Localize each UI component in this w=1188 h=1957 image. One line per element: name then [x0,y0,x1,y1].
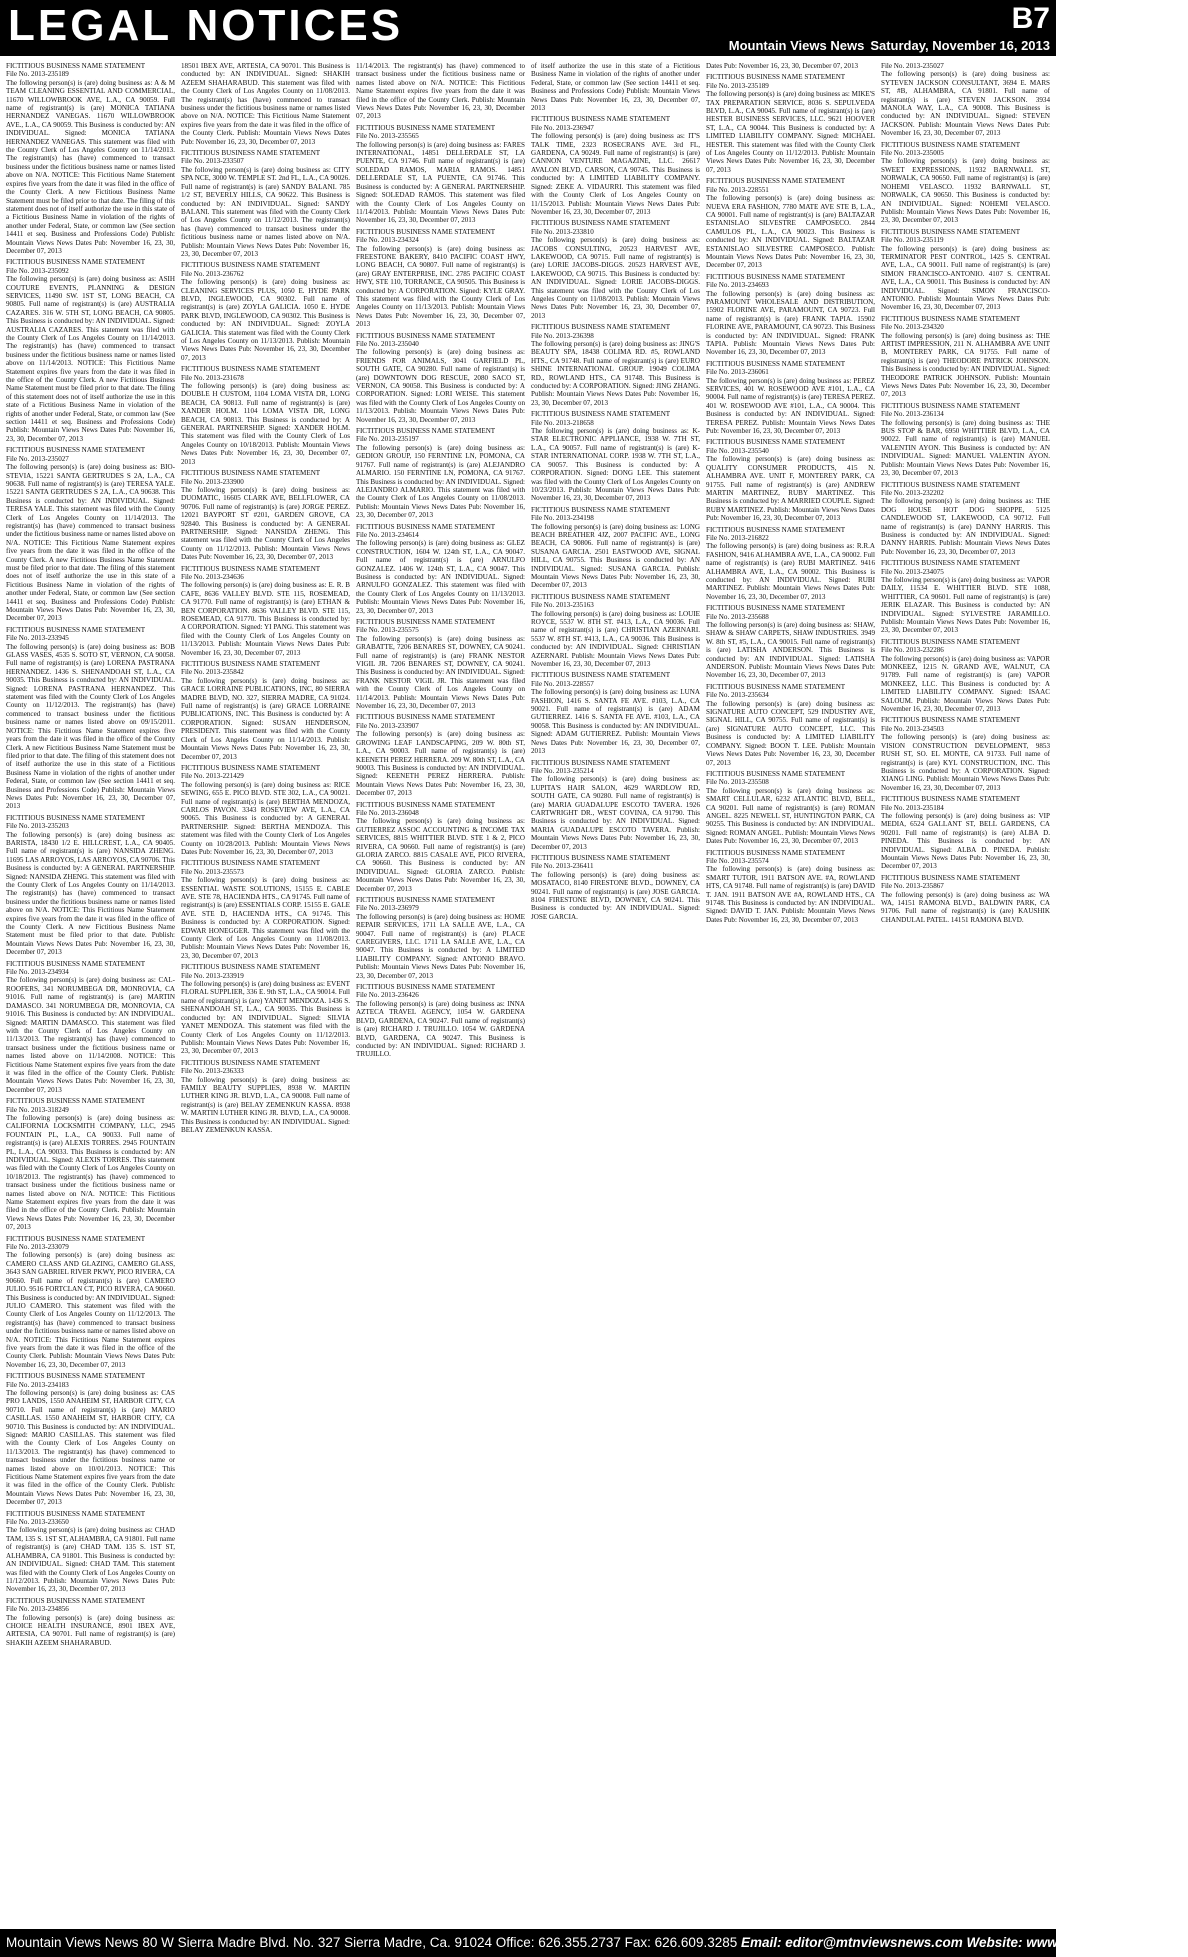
notice-body: The following person(s) is (are) doing business as: SYTEVEN JACKSON CONSULTANT, 3694 E. MARS ST, #B, ALHAMBRA, CA 91801. Full name of registrant(s) is (are) STEVEN JACKSON. 3934 MANOLA WAY, L.A., CA 90008. This Business is conducted by: AN INDIVIDUAL. Signed: STEVEN JACKSON. Publish: Mountain Views News Dates Pub: November 16, 23, 30, December 07, 2013 [881,70,1050,138]
notice-heading: FICTITIOUS BUSINESS NAME STATEMENT [706,682,846,691]
notice-body: The following person(s) is (are) doing business as: SMART CELLULAR, 6232 ATLANTIC BLVD, BELL, CA 90201. Full name of registrant(s) is (are) ROMAN ANGEL. 8225 NEWELL ST, HUNTINGTON PARK, CA 90255. This Business is conducted by: AN INDIVIDUAL. Signed: ROMAN ANGEL. Publish: Mountain Views News Dates Pub: November 16, 23, 30, December 07, 2013 [706,786,875,846]
legal-notice [881,315,1050,399]
notice-column [181,62,350,1922]
notice-heading: FICTITIOUS BUSINESS NAME STATEMENT [531,323,671,332]
legal-notice [6,960,175,1095]
legal-notice [706,73,875,174]
legal-notice [531,506,700,590]
notice-file-number: File No. 2013-234636 [181,572,244,581]
notice-heading: FICTITIOUS BUSINESS NAME STATEMENT [531,505,671,514]
notice-body: The following person(s) is (are) doing business as: SWEET EXPRESSIONS, 11932 BARNWALL ST, NORWALK, CA 90650. Full name of registrant(s) is (are) NOHEMI VELASCO. 11932 BARNWALL ST, NORWALK, CA 90650. This Business is conducted by: AN INDIVIDUAL. Signed: NOHEMI VELASCO. Publish: Mountain Views News Dates Pub: November 16, 23, 30, December 07, 2013 [881,157,1050,225]
notice-file-number: File No. 2013-232286 [881,646,944,655]
notice-heading: FICTITIOUS BUSINESS NAME STATEMENT [6,1097,146,1106]
footer-fax: Fax: 626.609.3285 [624,1935,738,1950]
notice-body: The following person(s) is (are) doing business as: PARAMOUNT WHOLESALE AND DISTRIBUTION, 15902 FLORINE AVE, PARAMOUNT, CA 90723. Full name of registrant(s) is (are) FRANK TAPIA. 15902 FLORINE AVE, PARAMOUNT, CA 90723. This Business is conducted by: AN INDIVIDUAL. Signed: FRANK TAPIA. Publish: Mountain Views News Dates Pub: November 16, 23, 30, December 07, 2013 [706,289,875,357]
notice-body: The following person(s) is (are) doing business as: INNA AZTECA TRAVEL AGENCY, 1054 W. GARDENA BLVD, GARDENA, CA 90247. Full name of registrant(s) is (are) RICHARD J. TRUJILLO. 1054 W. GARDENA BLVD, GARDENA, CA 90247. This Business is conducted by: AN INDIVIDUAL. Signed: RICHARD J. TRUJILLO. [356,999,525,1059]
legal-notice [181,469,350,561]
legal-notice [531,62,700,112]
notice-file-number: File No. 2013-234693 [706,281,769,290]
notice-body: The following person(s) is (are) doing business as: CLEANING SERVICES PLUS, 1050 E. HYDE PARK BLVD, INGLEWOOD, CA 90302. Full name of registrant(s) is (are) ZOYLA GALICIA. 1050 E. HYDE PARK BLVD, INGLEWOOD, CA 90302. This Business is conducted by: AN INDIVIDUAL. Signed: ZOYLA GALICIA. This statement was filed with the County Clerk of Los Angeles County on 11/13/2013. Publish: Mountain Views News Dates Pub: November 16, 23, 30, December 07, 2013 [181,278,350,362]
notice-heading: FICTITIOUS BUSINESS NAME STATEMENT [6,1596,146,1605]
notice-file-number: File No. 2013-233810 [531,227,594,236]
notice-file-number: File No. 2013-233507 [181,157,244,166]
legal-notice [181,1059,350,1135]
notice-heading: FICTITIOUS BUSINESS NAME STATEMENT [881,795,1021,804]
notice-file-number: File No. 2013-318249 [6,1105,69,1114]
legal-notice [6,258,175,443]
page-footer [0,1929,1188,1957]
legal-notice [181,261,350,362]
notice-heading: FICTITIOUS BUSINESS NAME STATEMENT [356,896,496,904]
notice-file-number: File No. 2013-233945 [6,634,69,643]
legal-notice [706,604,875,680]
notice-body: The following person(s) is (are) doing business as: VIP MEDIA, 6524 GALLANT ST, BELL GARDENS, CA 90201. Full name of registrant(s) is (are) ALBA D. PINEDA. This Business is conducted by: AN INDIVIDUAL. Signed: ALBA D. PINEDA. Publish: Mountain Views News Dates Pub: November 16, 23, 30, December 07, 2013 [881,811,1050,871]
notice-heading: FICTITIOUS BUSINESS NAME STATEMENT [6,625,146,634]
notice-file-number: File No. 2013-235573 [181,867,244,876]
notice-file-number: File No. 2013-232202 [881,488,944,497]
legal-notice [531,671,700,755]
legal-notice [181,764,350,856]
notice-body: The following person(s) is (are) doing business as: DUOMATIC, 16605 CLARK AVE, BELLFLOWER, CA 90706. Full name of registrant(s) is (are) JORGE PEREZ. 12021 BAYPORT ST #201, GARDEN GROVE, CA 92840. This Business is conducted by: A GENERAL PARTNERSHIP. Signed: NANSIDA ZHENG. This statement was filed with the County Clerk of Los Angeles County on 11/12/2013. Publish: Mountain Views News Dates Pub: November 16, 23, 30, December 07, 2013 [181,485,350,562]
notice-body: The following person(s) is (are) doing business as: MIKE'S TAX PREPARATION SERVICE, 8036 S. SEPULVEDA BLVD, L.A., CA 90045. Full name of registrant(s) is (are) HESTER BUSINESS SERVICES, LLC. 9621 HOOVER ST, L.A., CA 90044. This Business is conducted by: A LIMITED LIABILITY COMPANY. Signed: MICHAEL HESTER. This statement was filed with the County Clerk of Los Angeles County on 11/12/2013. Publish: Mountain Views News Dates Pub: November 16, 23, 30, December 07, 2013 [706,90,875,174]
notice-heading: FICTITIOUS BUSINESS NAME STATEMENT [6,1234,146,1243]
legal-notice [881,481,1050,557]
notice-heading: FICTITIOUS BUSINESS NAME STATEMENT [881,401,1021,410]
notice-file-number: File No. 2013-231678 [181,373,244,382]
legal-notice [706,438,875,522]
notice-file-number: File No. 2013-234075 [881,567,944,576]
masthead-date: Saturday, November 16, 2013 [870,38,1050,53]
notice-file-number: File No. 2013-236333 [181,1067,244,1076]
notice-heading: FICTITIOUS BUSINESS NAME STATEMENT [881,873,1021,882]
notice-heading: FICTITIOUS BUSINESS NAME STATEMENT [181,469,321,478]
notice-heading: FICTITIOUS BUSINESS NAME STATEMENT [706,769,846,778]
legal-notice [181,963,350,1055]
notice-body: The following person(s) is (are) doing business as: RICE SEWING, 655 E. PICO BLVD. STE 302, L.A., CA 90021. Full name of registrant(s) is (are) BERTHA MENDOZA, CARLOS PAVON. 3343 ROSEVIEW AVE, L.A., CA 90065. This Business is conducted by: A GENERAL PARTNERSHIP. Signed: BERTHA MENDOZA. This statement was filed with the County Clerk of Los Angeles County on 10/28/2013. Publish: Mountain Views News Dates Pub: November 16, 23, 30, December 07, 2013 [181,780,350,856]
notice-body: The following person(s) is (are) doing business as: FRIENDS FOR ANIMALS, 3041 GARFIELD PL, SOUTH GATE, CA 90280. Full name of registrant(s) is (are) DOWNTOWN DOG RESCUE, 2080 SACO ST, VERNON, CA 90058. This Business is conducted by: A CORPORATION. Signed: LORI WEISE. This statement was filed with the County Clerk of Los Angeles County on 11/13/2013. Publish: Mountain Views News Dates Pub: November 16, 23, 30, December 07, 2013 [356,348,525,424]
legal-notice [356,523,525,615]
notice-body: of itself authorize the use in this state of a Fictitious Business Name in violation of the rights of another under Federal, State, or common law (See section 14411 et seq. Business and Professions Code) Publish: Mountain Views News Dates Pub: November 16, 23, 30, December 07, 2013 [531,62,700,113]
legal-notice [356,228,525,329]
notice-heading: FICTITIOUS BUSINESS NAME STATEMENT [531,592,671,601]
legal-notice [881,795,1050,871]
notice-heading: FICTITIOUS BUSINESS NAME STATEMENT [706,848,846,857]
notice-heading: FICTITIOUS BUSINESS NAME STATEMENT [6,1372,146,1381]
notice-file-number: File No. 2013-233650 [6,1518,69,1527]
legal-notice [531,115,700,216]
legal-notice [6,446,175,623]
notice-file-number: File No. 2013-233079 [6,1243,69,1252]
notice-body: The following person(s) is (are) doing business as: QUALITY CONSUMER PRODUCTS, 415 N. ALHAMBRA AVE. UNIT F, MONTEREY PARK, CA 91755. Full name of registrant(s) is (are) ANDREW MARTIN MARTINEZ, RUBY MARTINEZ. This Business is conducted by: A MARRIED COUPLE. Signed: RUBY MARTINEZ. Publish: Mountain Views News Dates Pub: November 16, 23, 30, December 07, 2013 [706,455,875,523]
notice-body: The following person(s) is (are) doing business as: SMART TUTOR, 1911 BATSON AVE. #A, ROWLAND HTS, CA 91748. Full name of registrant(s) is (are) DAVID T. JAN. 1911 BATSON AVE #A, ROWLAND HTS., CA 91748. This Business is conducted by: AN INDIVIDUAL. Signed: DAVID T. JAN. Publish: Mountain Views News Dates Pub: November 16, 23, 30, December 07, 2013 [706,865,875,924]
notice-body: The following person(s) is (are) doing business as: ESSENTIAL WASTE SOLUTIONS, 15155 E. CABLE AVE. STE 78, HACIENDA HTS., CA 91745. Full name of registrant(s) is (are) ESSENTIALS CORP. 15155 E. GALE AVE. STE D, HACIENDA HTS., CA 91745. This Business is conducted by: A CORPORATION. Signed: EDWAR HONEGGER. This statement was filed with the County Clerk of Los Angeles County on 11/08/2013. Publish: Mountain Views News Dates Pub: November 16, 23, 30, December 07, 2013 [181,876,350,960]
notice-heading: FICTITIOUS BUSINESS NAME STATEMENT [356,123,496,132]
masthead-publication: Mountain Views News [728,38,865,53]
notice-heading: FICTITIOUS BUSINESS NAME STATEMENT [6,959,146,968]
legal-notice [881,141,1050,225]
legal-notice [181,149,350,258]
notice-heading: FICTITIOUS BUSINESS NAME STATEMENT [6,258,146,267]
notice-body: The following person(s) is (are) doing business as: TERMINATOR PEST CONTROL, 1425 S. CENTRAL AVE, L.A., CA 90011. Full name of registrant(s) is (are) SIMON FRANCISCO-ANTONIO. 4107 S. CENTRAL AVE, L.A., CA 90011. This Business is conducted by: AN INDIVIDUAL. Signed: SIMON FRANCISCO-ANTONIO. Publish: Mountain Views News Dates Pub: November 16, 23, 30, December 07, 2013 [881,244,1050,312]
notice-body: The following person(s) is (are) doing business as: ASIH COUTURE EVENTS, PLANNING & DESIGN SERVICES, 11490 SW. 1ST ST, LONG BEACH, CA 90805. Full name of registrant(s) is (are) AUSTRALIA CAZARES. 316 W. 5TH ST, LONG BEACH, CA 90805. This Business is conducted by: AN INDIVIDUAL. Signed: AUSTRALIA CAZARES. This statement was filed with the County Clerk of Los Angeles County on 11/14/2013. The registrant(s) has (have) commenced to transact business under the fictitious business name or names listed above on 11/14/2013. NOTICE: This Fictitious Name Statement expires five years from the date it was filed in the office of the County Clerk. A new Fictitious Business Name Statement must be filed prior to that date. The filing of this statement does not of itself authorize the use in this state of a Fictitious Business Name in violation of the rights of another under Federal, State, or common law (See section 14411 et seq. Business and Professions Code) Publish: Mountain Views News Dates Pub: November 16, 23, 30, December 07, 2013 [6,275,175,443]
notice-heading: FICTITIOUS BUSINESS NAME STATEMENT [531,671,671,680]
legal-notice [531,759,700,851]
legal-notice [881,62,1050,138]
notice-file-number: File No. 2013-235027 [881,62,944,70]
legal-notice [706,849,875,925]
notice-file-number: File No. 2013-235197 [356,435,419,444]
legal-notice [6,1097,175,1232]
notice-body: The following person(s) is (are) doing business as: GROWING LEAF LANDSCAPING, 209 W. 80th ST, L.A., CA 90003. Full name of registrant(s) is (are) KEENETH PEREZ HERRERA. 209 W. 80th ST, L.A., CA 90003. This Business is conducted by: AN INDIVIDUAL. Signed: KEENETH PEREZ HERRERA. Publish: Mountain Views News Dates Pub: November 16, 23, 30, December 07, 2013 [356,730,525,798]
notice-heading: FICTITIOUS BUSINESS NAME STATEMENT [181,763,321,772]
notice-body: The following person(s) is (are) doing business as: MOSATACO, 8140 FIRESTONE BLVD., DOWNEY, CA 90241. Full name of registrant(s) is (are) JOSE GARCIA. 8104 FIRESTONE BLVD, DOWNEY, CA 90241. This Business is conducted by: AN INDIVIDUAL. Signed: JOSE GARCIA. [531,870,700,921]
notice-file-number: File No. 2013-235575 [356,626,419,635]
notice-file-number: File No. 2013-216822 [706,533,769,542]
notice-file-number: File No. 2013-233907 [356,721,419,730]
notice-body: The following person(s) is (are) doing business as: DOUBLE H CUSTOM, 1104 LOMA VISTA DR, LONG BEACH, CA 90813. Full name of registrant(s) is (are) XANDER HOLM. 1104 LOMA VISTA DR, LONG BEACH, CA 90813. This Business is conducted by: A GENERAL PARTNERSHIP. Signed: XANDER HOLM. This statement was filed with the County Clerk of Los Angeles County on 10/18/2013. Publish: Mountain Views News Dates Pub: November 16, 23, 30, December 07, 2013 [181,382,350,466]
legal-notice [706,62,875,70]
notice-heading: FICTITIOUS BUSINESS NAME STATEMENT [706,177,846,186]
notice-body: The following person(s) is (are) doing business as: BARISTA, 18430 1/2 E. HILLCREST, L.A., CA 90405. Full name of registrant(s) is (are) NANSIDA ZHENG. 11695 LAS ARROYOS, LAS ARROYOS, CA 90706. This Business is conducted by: A GENERAL PARTNERSHIP. Signed: NANSIDA ZHENG. This statement was filed with the County Clerk of Los Angeles County on 11/14/2013. The registrant(s) has (have) commenced to transact business under the fictitious business name or names listed above on N/A. NOTICE: This Fictitious Name Statement expires five years from the date it was filed in the office of the County Clerk. A new Fictitious Business Name Statement must be filed prior to that date. Publish: Mountain Views News Dates Pub: November 16, 23, 30, December 07, 2013 [6,830,175,957]
notice-body: The following person(s) is (are) doing business as: CALIFORNIA LOCKSMITH COMPANY, LLC, 2945 FOUNTAIN PL, L.A., CA 90033. Full name of registrant(s) is (are) ALEXIS TORRES. 2945 FOUNTAIN PL, L.A., CA 90033. This Business is conducted by: AN INDIVIDUAL. Signed: ALEXIS TORRES. This statement was filed with the County Clerk of Los Angeles County on 10/18/2013. The registrant(s) has (have) commenced to transact business under the fictitious business name or names listed above on N/A. NOTICE: This Fictitious Name Statement expires five years from the date it was filed in the office of the County Clerk. Publish: Mountain Views News Dates Pub: November 16, 23, 30, December 07, 2013 [6,1113,175,1232]
legal-notice [706,273,875,357]
notice-body: The following person(s) is (are) doing business as: IT'S TALK TIME, 2323 ROSECRANS AVE. 3rd FL, GARDENA, CA 90249. Full name of registrant(s) is (are) CANNON VENTURE MAGAZINE, LLC. 26617 AVALON BLVD, CARSON, CA 90745. This Business is conducted by: A LIMITED LIABILITY COMPANY. Signed: ZEKE A. VIDAURRI. This statement was filed with the County Clerk of Los Angeles County on 11/15/2013. Publish: Mountain Views News Dates Pub: November 16, 23, 30, December 07, 2013 [531,132,700,216]
legal-notice [356,896,525,980]
legal-notice [881,638,1050,714]
page-header [0,0,1056,56]
notice-heading: FICTITIOUS BUSINESS NAME STATEMENT [881,559,1021,568]
notice-heading: FICTITIOUS BUSINESS NAME STATEMENT [6,813,146,822]
notice-body: The following person(s) is (are) doing business as: JACOBS CONSULTING, 20523 HARVEST AVE, LAKEWOOD, CA 90715. Full name of registrant(s) is (are) LORIE JACOBS-DIGGS. 20523 HARVEST AVE, LAKEWOOD, CA 90715. This Business is conducted by: AN INDIVIDUAL. Signed: LORIE JACOBS-DIGGS. This statement was filed with the County Clerk of Los Angeles County on 11/08/2013. Publish: Mountain Views News Dates Pub: November 16, 23, 30, December 07, 2013 [531,236,700,320]
notice-body: The following person(s) is (are) doing business as: E. R. B CAFE, 8636 VALLEY BLVD. STE 115, ROSEMEAD, CA 91770. Full name of registrant(s) is (are) ETHAN & BEN CORPORATION. 8636 VALLEY BLVD. STE 115, ROSEMEAD, CA 91770. This Business is conducted by: A CORPORATION. Signed: YI PANG. This statement was filed with the County Clerk of Los Angeles County on 11/13/2013. Publish: Mountain Views News Dates Pub: November 16, 23, 30, December 07, 2013 [181,581,350,657]
notice-body: The following person(s) is (are) doing business as: CAS PRO LANDS, 1550 ANAHEIM ST, HARBOR CITY, CA 90710. Full name of registrant(s) is (are) MARIO CASILLAS. 1550 ANAHEIM ST, HARBOR CITY, CA 90710. This Business is conducted by: AN INDIVIDUAL. Signed: MARIO CASILLAS. This statement was filed with the County Clerk of Los Angeles County on 11/13/2013. The registrant(s) has (have) commenced to transact business under the fictitious business name or names listed above on 10/01/2013. NOTICE: This Fictitious Name Statement expires five years from the date it was filed in the office of the County Clerk. Publish: Mountain Views News Dates Pub: November 16, 23, 30, December 07, 2013 [6,1388,175,1507]
notice-heading: FICTITIOUS BUSINESS NAME STATEMENT [6,446,146,455]
notice-file-number: File No. 2013-236061 [706,368,769,377]
legal-notice [881,559,1050,635]
legal-notice [356,62,525,121]
legal-notice [356,332,525,424]
footer-address: 80 W Sierra Madre Blvd. No. 327 Sierra Madre, Ca. 91024 [142,1935,492,1950]
legal-notice [6,1235,175,1370]
notice-body: The following person(s) is (are) doing business as: FREESTONE BAKERY, 8410 PACIFIC COAST HWY, LONG BEACH, CA 90807. Full name of registrant(s) is (are) GRAY ENTERPRISE, INC. 2785 PACIFIC COAST HWY, STE 110, TORRANCE, CA 90505. This Business is conducted by: A CORPORATION. Signed: KYLE GRAY. This statement was filed with the County Clerk of Los Angeles County on 11/13/2013. Publish: Mountain Views News Dates Pub: November 16, 23, 30, December 07, 2013 [356,244,525,329]
footer-website[interactable]: Website: www.mtnviewsnews.com [966,1935,1188,1950]
notice-heading: FICTITIOUS BUSINESS NAME STATEMENT [181,149,321,158]
legal-notice [181,62,350,146]
notice-heading: FICTITIOUS BUSINESS NAME STATEMENT [356,522,496,531]
notice-file-number: File No. 2013-235040 [356,340,419,348]
notice-heading: FICTITIOUS BUSINESS NAME STATEMENT [531,758,671,767]
notice-body: The following person(s) is (are) doing business as: SHAW, SHAW & SHAW CARPETS, SHAW INDUSTRIES. 3949 W. 8th ST, #5, L.A., CA 90015. Full name of registrant(s) is (are) LATISHA ANDERSON. This Business is conducted by: AN INDIVIDUAL. Signed: LATISHA ANDERSON. Publish: Mountain Views News Dates Pub: November 16, 23, 30, December 07, 2013 [706,621,875,680]
notice-body: The following person(s) is (are) doing business as: WA WA, 14151 RAMONA BLVD., BALDWIN PARK, CA 91706. Full name of registrant(s) is (are) KAUSHIK CHANDULAL PATEL. 14151 RAMONA BLVD. [881,890,1050,924]
notice-heading: FICTITIOUS BUSINESS NAME STATEMENT [356,800,496,809]
notice-body: The following person(s) is (are) doing business as: VISION CONSTRUCTION DEVELOPMENT, 9853 RUSH ST, SO. EL MONTE, CA 91733. Full name of registrant(s) is (are) KYL CONSTRUCTION, INC. This Business is conducted by: A CORPORATION. Signed: XIANG LING. Publish: Mountain Views News Dates Pub: November 16, 23, 30, December 07, 2013 [881,733,1050,792]
notice-heading: FICTITIOUS BUSINESS NAME STATEMENT [6,62,146,70]
legal-notice [356,618,525,710]
notice-file-number: File No. 2013-234324 [356,236,419,245]
legal-notice [356,427,525,519]
notice-body: The following person(s) is (are) doing business as: LUPITA'S HAIR SALON, 4629 WARDLOW RD, SOUTH GATE, CA 90280. Full name of registrant(s) is (are) MARIA GUADALUPE ESCOTO TAVERA. 1926 CARTWRIGHT DR., WEST COVINA, CA 91790. This Business is conducted by: AN INDIVIDUAL. Signed: MARIA GUADALUPE ESCOTO TAVERA. Publish: Mountain Views News Dates Pub: November 16, 23, 30, December 07, 2013 [531,775,700,851]
notice-heading: FICTITIOUS BUSINESS NAME STATEMENT [181,261,321,270]
notice-file-number: File No. 2013-235203 [6,822,69,831]
legal-notice [531,593,700,669]
notice-body: The following person(s) is (are) doing business as: BOB GLASS VASES, 4535 S. SOTO ST, VERNON, CA 90058. Full name of registrant(s) is (are) LORENA PASTRANA HERNANDEZ. 1436 S. SHENANDOAH ST, L.A., CA 90035. This Business is conducted by: AN INDIVIDUAL. Signed: LORENA PASTRANA HERNANDEZ. This statement was filed with the County Clerk of Los Angeles County on 11/12/2013. The registrant(s) has (have) commenced to transact business under the fictitious business name or names listed above on 09/15/2011. NOTICE: This Fictitious Name Statement expires five years from the date it was filed in the office of the County Clerk. A new Fictitious Business Name Statement must be filed prior to that date. The filing of this statement does not of itself authorize the use in this state of a Fictitious Business Name in violation of the rights of another under Federal, State, or common law (See section 14411 et seq. Business and Professions Code) Publish: Mountain Views News Dates Pub: November 16, 23, 30, December 07, 2013 [6,642,175,811]
legal-notice [881,874,1050,924]
notice-heading: FICTITIOUS BUSINESS NAME STATEMENT [531,219,671,228]
notice-heading: FICTITIOUS BUSINESS NAME STATEMENT [181,660,321,669]
notice-heading: FICTITIOUS BUSINESS NAME STATEMENT [181,1058,321,1067]
legal-notice [181,565,350,657]
notice-body: The following person(s) is (are) doing business as: CHAD TAM, 135 S. 1ST ST, ALHAMBRA, CA 91801. Full name of registrant(s) is (are) CHAD TAM. 135 S. 1ST ST, ALHAMBRA, CA 91801. This Business is conducted by: AN INDIVIDUAL. Signed: CHAD TAM. This statement was filed with the County Clerk of Los Angeles County on 11/12/2013. Publish: Mountain Views News Dates Pub: November 16, 23, 30, December 07, 2013 [6,1526,175,1594]
legal-notice [706,360,875,436]
notice-file-number: File No. 2013-235574 [706,856,769,865]
legal-notice [531,323,700,407]
notice-body: The following person(s) is (are) doing business as: NUEVA ERA FASHION, 7780 MATE AVE STE B, L.A., CA 90001. Full name of registrant(s) is (are) BALTAZAR ESTANISLAO SILVESTRE CAMPOSECO. 2844 CAMULOS PL, L.A., CA 90023. This Business is conducted by: AN INDIVIDUAL. Signed: BALTAZAR ESTANISLAO SILVESTRE CAMPOSECO. Publish: Mountain Views News Dates Pub: November 16, 23, 30, December 07, 2013 [706,194,875,270]
notice-body: The following person(s) is (are) doing business as: SIGNATURE AUTO CONCEPT, 529 INDUSTRY AVE, SIGNAL HILL, CA 90755. Full name of registrant(s) is (are) SIGNATURE AUTO CONCEPT, LLC. This Business is conducted by: A LIMITED LIABILITY COMPANY. Signed: BOON T. LEE. Publish: Mountain Views News Dates Pub: November 16, 23, 30, December 07, 2013 [706,699,875,767]
legal-notice [181,365,350,466]
notice-heading: FICTITIOUS BUSINESS NAME STATEMENT [706,525,846,534]
notice-column [881,62,1050,1922]
legal-notice [6,1510,175,1594]
notice-body: 11/14/2013. The registrant(s) has (have) commenced to transact business under the fictitious business name or names listed above on N/A. NOTICE: This Fictitious Name Statement expires five years from the date it was filed in the office of the County Clerk. Publish: Mountain Views News Dates Pub: November 16, 23, 30, December 07, 2013 [356,62,525,121]
notice-heading: FICTITIOUS BUSINESS NAME STATEMENT [181,963,321,972]
notice-body: The following person(s) is (are) doing business as: LUNA FASHION, 1416 S. SANTA FE AVE. #103, L.A., CA 90021. Full name of registrant(s) is (are) ADAM GUTIERREZ. 1416 S. SANTA FE AVE. #103, L.A., CA 90058. This Business is conducted by: AN INDIVIDUAL. Signed: ADAM GUTIERREZ. Publish: Mountain Views News Dates Pub: November 16, 23, 30, December 07, 2013 [531,688,700,756]
notice-body: The following person(s) is (are) doing business as: EVENT FLORAL SUPPLIER, 336 E. 9th ST, L.A., CA 90014. Full name of registrant(s) is (are) YANET MENDOZA. 1436 S. SHENANDOAH ST, L.A., CA 90035. This Business is conducted by: AN INDIVIDUAL. Signed: SILVIA YANET MENDOZA. This statement was filed with the County Clerk of Los Angeles County on 11/12/2013. Publish: Mountain Views News Dates Pub: November 16, 23, 30, December 07, 2013 [181,980,350,1056]
notice-body: The following person(s) is (are) doing business as: A & M TEAM CLEANING ESSENTIAL AND COMMERCIAL, 11670 WILLOWBROOK AVE, L.A., CA 90059. Full name of registrant(s) is (are) MONICA TATIANA HERNANDEZ VANEGAS. 11670 WILLOWBROOK AVE., L.A., CA 90059. This Business is conducted by: AN INDIVIDUAL. Signed: MONICA TATIANA HERNANDEZ VANEGAS. This statement was filed with the County Clerk of Los Angeles County on 11/14/2013. The registrant(s) has (have) commenced to transact business under the fictitious business name or names listed above on N/A. NOTICE: This Fictitious Name Statement expires five years from the date it was filed in the office of the County Clerk. A new Fictitious Business Name Statement must be filed prior to that date. The filing of this statement does not of itself authorize the use in this state of a Fictitious Business Name in violation of the rights of another under Federal, State, or common law (See section 14411 et seq. Business and Professions Code) Publish: Mountain Views News Dates Pub: November 16, 23, 30, December 07, 2013 [6,78,175,255]
notice-column [356,62,525,1922]
notice-body: The following person(s) is (are) doing business as: CAMERO CLASS AND GLAZING, CAMERO GLASS, 3643 SAN GABRIEL RIVER PKWY, PICO RIVERA, CA 90660. Full name of registrant(s) is (are) CAMERO JULIO. 9516 FORTCLAN CT, PICO RIVERA, CA 90660. This Business is conducted by: AN INDIVIDUAL. Signed: JULIO CAMERO. This statement was filed with the County Clerk of Los Angeles County on 11/12/2013. The registrant(s) has (have) commenced to transact business under the fictitious business name or names listed above on N/A. NOTICE: This Fictitious Name Statement expires five years from the date it was filed in the office of the County Clerk. Publish: Mountain Views News Dates Pub: November 16, 23, 30, December 07, 2013 [6,1251,175,1369]
notice-heading: FICTITIOUS BUSINESS NAME STATEMENT [706,438,846,447]
notice-heading: FICTITIOUS BUSINESS NAME STATEMENT [881,637,1021,646]
notice-body: The following person(s) is (are) doing business as: HOME REPAIR SERVICES, 1711 LA SALLE AVE, L.A., CA 90047. Full name of registrant(s) is (are) PLACE CAREGIVERS, LLC. 1711 LA SALLE AVE, L.A., CA 90047. This Business is conducted by: A LIMITED LIABILITY COMPANY. Signed: ANTONIO BRAVO. Publish: Mountain Views News Dates Pub: November 16, 23, 30, December 07, 2013 [356,912,525,980]
notice-heading: FICTITIOUS BUSINESS NAME STATEMENT [356,427,496,436]
legal-notice [181,859,350,960]
legal-notice [881,228,1050,312]
notice-file-number: File No. 2013-235842 [181,668,244,677]
notice-body: The following person(s) is (are) doing business as: FAMILY BEAUTY SUPPLIES, 8938 W. MARTIN LUTHER KING JR. BLVD, L.A., CA 90008. Full name of registrant(s) is (are) BELAY ZEMENKUN KASSA. 8938 W. MARTIN LUTHER KING JR. BLVD, L.A., CA 90008. This Business is conducted by: AN INDIVIDUAL. Signed: BELAY ZEMENKUN KASSA. [181,1075,350,1134]
section-title: LEGAL NOTICES [8,1,404,50]
legal-notice [6,1597,175,1647]
notice-body: The following person(s) is (are) doing business as: PEREZ SERVICES, 401 W. ROSEWOOD AVE #101, L.A., CA 90004. Full name of registrant(s) is (are) TERESA PEREZ. 401 W. ROSEWOOD AVE #101, L.A., CA 90004. This Business is conducted by: AN INDIVIDUAL. Signed: TERESA PEREZ. Publish: Mountain Views News Dates Pub: November 16, 23, 30, December 07, 2013 [706,376,875,436]
notice-file-number: File No. 2013-218658 [531,418,594,427]
notice-file-number: File No. 2013-235163 [531,601,594,610]
notice-columns [6,62,1050,1922]
notice-body: 18501 IBEX AVE, ARTESIA, CA 90701. This Business is conducted by: AN INDIVIDUAL. Signed: SHAKIH AZEEM SHAHARABUD. This statement was filed with the County Clerk of Los Angeles County on 11/08/2013. The registrant(s) has (have) commenced to transact business under the fictitious business name or names listed above on N/A. NOTICE: This Fictitious Name Statement expires five years from the date it was filed in the office of the County Clerk. Publish: Mountain Views News Dates Pub: November 16, 23, 30, December 07, 2013 [181,62,350,146]
notice-file-number: File No. 2013-234198 [531,514,594,523]
masthead [723,38,1050,54]
notice-body: The following person(s) is (are) doing business as: CITY SPA NCE, 3000 W. TEMPLE ST. 2nd FL, L.A., CA 90026. Full name of registrant(s) is (are) SANDY BALANI. 785 1/2 ST, BEVERLY HILLS, CA 90622. This Business is conducted by: AN INDIVIDUAL. Signed: SANDY BALANI. This statement was filed with the County Clerk of Los Angeles County on 11/12/2013. The registrant(s) has (have) commenced to transact business under the fictitious business name or names listed above on N/A. Publish: Mountain Views News Dates Pub: November 16, 23, 30, December 07, 2013 [181,165,350,258]
footer-publication: Mountain Views News [6,1935,139,1950]
notice-body: The following person(s) is (are) doing business as: LONG BEACH BREATHER 4JZ, 2007 PACIFIC AVE., LONG BEACH, CA 90806. Full name of registrant(s) is (are) SUSANA GARCIA. 2501 EASTWOOD AVE, SIGNAL HILL, CA 90755. This Business is conducted by: AN INDIVIDUAL. Signed: SUSANA GARCIA. Publish: Mountain Views News Dates Pub: November 16, 23, 30, December 07, 2013 [531,522,700,590]
notice-body: The following person(s) is (are) doing business as: LOUIE ROYCE, 5537 W. 8TH ST. #413, L.A., CA 90036. Full name of registrant(s) is (are) CHRISTIAN AZERNARI. 5537 W. 8TH ST. #413, L.A., CA 90036. This Business is conducted by: AN INDIVIDUAL. Signed: CHRISTIAN AZERNARI. Publish: Mountain Views News Dates Pub: November 16, 23, 30, December 07, 2013 [531,609,700,669]
notice-heading: FICTITIOUS BUSINESS NAME STATEMENT [6,1509,146,1518]
notice-heading: FICTITIOUS BUSINESS NAME STATEMENT [881,227,1021,236]
notice-file-number: File No. 2013-235565 [356,132,419,141]
notice-body: The following person(s) is (are) doing business as: GUTIERREZ ASSOC ACCOUNTING & INCOME TAX SERVICES, 8815 WHITTIER BLVD. STE 1 & 2, PICO RIVERA, CA 90660. Full name of registrant(s) is (are) GLORIA ZARCO. 8815 CASALE AVE, PICO RIVERA, CA 90660. This Business is conducted by: AN INDIVIDUAL. Signed: GLORIA ZARCO. Publish: Mountain Views News Dates Pub: November 16, 23, 30, December 07, 2013 [356,817,525,893]
notice-heading: FICTITIOUS BUSINESS NAME STATEMENT [181,365,321,374]
notice-file-number: File No. 2013-235508 [706,778,769,787]
legal-notice [6,626,175,811]
notice-file-number: File No. 2013-228557 [531,679,594,688]
notice-file-number: File No. 2013-236048 [356,808,419,817]
notice-heading: FICTITIOUS BUSINESS NAME STATEMENT [356,227,496,236]
notice-file-number: File No. 2013-235005 [881,149,944,158]
notice-file-number: File No. 2013-228551 [706,185,769,194]
notice-body: The following person(s) is (are) doing business as: GEDION GROUP, 150 FERNTINE LN, POMONA, CA 91767. Full name of registrant(s) is (are) ALEJANDRO ALMARIO. 150 FERNTINE LN, POMONA, CA 91767. This Business is conducted by: AN INDIVIDUAL. Signed: ALEJANDRO ALMARIO. This statement was filed with the County Clerk of Los Angeles County on 11/08/2013. Publish: Mountain Views News Dates Pub: November 16, 23, 30, December 07, 2013 [356,443,525,520]
notice-heading: FICTITIOUS BUSINESS NAME STATEMENT [706,272,846,281]
notice-heading: FICTITIOUS BUSINESS NAME STATEMENT [531,115,671,124]
notice-file-number: File No. 2013-234934 [6,968,69,977]
notice-file-number: File No. 2013-236398 [531,331,594,340]
notice-file-number: File No. 2013-235688 [706,612,769,621]
legal-notice [6,814,175,957]
footer-email[interactable]: Email: editor@mtnviewsnews.com [741,1935,963,1950]
notice-file-number: File No. 2013-234320 [881,323,944,332]
notice-heading: FICTITIOUS BUSINESS NAME STATEMENT [356,713,496,722]
notice-file-number: File No. 2013-236134 [881,410,944,419]
legal-notice [706,683,875,767]
legal-notice [356,801,525,893]
notice-body: The following person(s) is (are) doing business as: THE DOG HOUSE HOT DOG SHOPPE, 5125 CANDLEWOOD ST, LAKEWOOD, CA 90712. Full name of registrant(s) is (are) DANNY HARRIS. This Business is conducted by: AN INDIVIDUAL. Signed: DANNY HARRIS. Publish: Mountain Views News Dates Pub: November 16, 23, 30, December 07, 2013 [881,497,1050,556]
notice-heading: FICTITIOUS BUSINESS NAME STATEMENT [356,331,496,340]
notice-file-number: File No. 2013-234503 [881,724,944,733]
notice-body: The following person(s) is (are) doing business as: R.R.A FASHION, 9416 ALHAMBRA AVE, L.A., CA 90002. Full name of registrant(s) is (are) RUBI MARTINEZ. 9416 ALHAMBRA AVE, L.A., CA 90002. This Business is conducted by: AN INDIVIDUAL. Signed: RUBI MARTINEZ. Publish: Mountain Views News Dates Pub: November 16, 23, 30, December 07, 2013 [706,542,875,601]
notice-heading: FICTITIOUS BUSINESS NAME STATEMENT [356,983,496,992]
notice-heading: FICTITIOUS BUSINESS NAME STATEMENT [706,73,846,82]
notice-body: The following person(s) is (are) doing business as: K-STAR ELECTRONIC APPLIANCE, 1938 W. 7TH ST, L.A., CA 90057. Full name of registrant(s) is (are) K-STAR INTERNATIONAL CORP. 1938 W. 7TH ST, L.A., CA 90057. This Business is conducted by: A CORPORATION. Signed: DONG LEE. This statement was filed with the County Clerk of Los Angeles County on 10/23/2013. Publish: Mountain Views News Dates Pub: November 16, 23, 30, December 07, 2013 [531,427,700,503]
legal-notice [706,770,875,846]
notice-heading: FICTITIOUS BUSINESS NAME STATEMENT [181,564,321,573]
notice-file-number: File No. 2013-234856 [6,1605,69,1614]
legal-notice [356,983,525,1059]
notice-file-number: File No. 2013-235027 [6,454,69,463]
notice-heading: FICTITIOUS BUSINESS NAME STATEMENT [881,716,1021,725]
notice-file-number: File No. 2013-233900 [181,477,244,486]
notice-heading: FICTITIOUS BUSINESS NAME STATEMENT [181,859,321,868]
notice-heading: FICTITIOUS BUSINESS NAME STATEMENT [706,604,846,613]
notice-heading: FICTITIOUS BUSINESS NAME STATEMENT [356,618,496,626]
notice-body: The following person(s) is (are) doing business as: BIO-STEVIA, 15221 SANTA GERTRUDES S 2A, L.A., CA 90638. Full name of registrant(s) is (are) TERESA YALE. 15221 SANTA GERTRUDES S 2A, L.A., CA 90638. This Business is conducted by: AN INDIVIDUAL. Signed: TERESA YALE. This statement was filed with the County Clerk of Los Angeles County on 11/14/2013. The registrant(s) has (have) commenced to transact business under the fictitious business name or names listed above on N/A. NOTICE: This Fictitious Name Statement expires five years from the date it was filed in the office of the County Clerk. A new Fictitious Business Name Statement must be filed prior to that date. The filing of this statement does not of itself authorize the use in this state of a Fictitious Business Name in violation of the rights of another under Federal, State, or common law (See section 14411 et seq. Business and Professions Code) Publish: Mountain Views News Dates Pub: November 16, 23, 30, December 07, 2013 [6,463,175,623]
notice-body: The following person(s) is (are) doing business as: JING'S BEAUTY SPA, 18438 COLIMA RD. #5, ROWLAND HTS., CA 91748. Full name of registrant(s) is (are) EURO SHINE INTERNATIONAL GROUP. 19049 COLIMA RD., ROWLAND HTS., CA 91748. This Business is conducted by: A CORPORATION. Signed: JING ZHANG. Publish: Mountain Views News Dates Pub: November 16, 23, 30, December 07, 2013 [531,340,700,407]
notice-file-number: File No. 2013-235634 [706,691,769,700]
legal-notice [881,716,1050,792]
notice-file-number: File No. 2013-221429 [181,772,244,781]
notice-file-number: File No. 2013-233919 [181,971,244,980]
legal-notice [181,660,350,761]
notice-body: The following person(s) is (are) doing business as: FARES INTERNATIONAL, 14851 DELLERDALE ST, LA PUENTE, CA 91746. Full name of registrant(s) is (are) SOLEDAD RAMOS, MARIA RAMOS. 14851 DELLERDALE ST, LA PUENTE, CA 91746. This Business is conducted by: A GENERAL PARTNERSHIP. Signed: SOLEDAD RAMOS. This statement was filed with the County Clerk of Los Angeles County on 11/14/2013. Publish: Mountain Views News Dates Pub: November 16, 23, 30, December 07, 2013 [356,140,525,225]
legal-notice [881,402,1050,478]
notice-file-number: File No. 2013-235189 [706,81,769,90]
legal-notice [706,526,875,602]
notice-body: The following person(s) is (are) doing business as: THE ARTIST IMPRESSION, 211 N. ALHAMBRA AVE UNIT B, MONTEREY PARK, CA 91755. Full name of registrant(s) is (are) THEODORE PATRICK JOHNSON. This Business is conducted by: AN INDIVIDUAL. Signed: THEODORE PATRICK JOHNSON. Publish: Mountain Views News Dates Pub: November 16, 23, 30, December 07, 2013 [881,331,1050,399]
notice-file-number: File No. 2013-236947 [531,123,594,132]
notice-file-number: File No. 2013-235540 [706,446,769,455]
legal-notice [531,854,700,921]
notice-file-number: File No. 2013-235214 [531,766,594,775]
notice-body: The following person(s) is (are) doing business as: CAL-ROOFERS, 341 NORUMBEGA DR, MONROVIA, CA 91016. Full name of registrant(s) is (are) MARTIN DAMASCO. 341 NORUMBEGA DR, MONROVIA, CA 91016. This Business is conducted by: AN INDIVIDUAL. Signed: MARTIN DAMASCO. This statement was filed with the County Clerk of Los Angeles County on 11/13/2013. The registrant(s) has (have) commenced to transact business under the fictitious business name or names listed above on 11/14/2008. NOTICE: This Fictitious Name Statement expires five years from the date it was filed in the office of the County Clerk. Publish: Mountain Views News Dates Pub: November 16, 23, 30, December 07, 2013 [6,976,175,1094]
notice-body: The following person(s) is (are) doing business as: GLEZ CONSTRUCTION, 1604 W. 124th ST, L.A., CA 90047. Full name of registrant(s) is (are) ARNULFO GONZALEZ. 1406 W. 124th ST, L.A., CA 90047. This Business is conducted by: AN INDIVIDUAL. Signed: ARNULFO GONZALEZ. This statement was filed with the County Clerk of Los Angeles County on 11/13/2013. Publish: Mountain Views News Dates Pub: November 16, 23, 30, December 07, 2013 [356,539,525,615]
notice-column [706,62,875,1922]
notice-file-number: File No. 2013-236979 [356,904,419,913]
notice-body: The following person(s) is (are) doing business as: VAPOR MONKEEZ, 1215 N. GRAND AVE, WALNUT, CA 91789. Full name of registrant(s) is (are) VAPOR MONKEEZ, LLC. This Business is conducted by: A LIMITED LIABILITY COMPANY. Signed: ISAAC SALOUM. Publish: Mountain Views News Dates Pub: November 16, 23, 30, December 07, 2013 [881,654,1050,714]
page-number: B7 [1011,2,1050,35]
notice-heading: FICTITIOUS BUSINESS NAME STATEMENT [531,853,671,862]
notice-file-number: File No. 2013-234183 [6,1380,69,1389]
notice-heading: FICTITIOUS BUSINESS NAME STATEMENT [881,480,1021,489]
legal-notice [531,219,700,320]
notice-body: The following person(s) is (are) doing business as: GRACE LORRAINE PUBLICATIONS, INC, 80 SIERRA MADRE BLVD, NO. 327, SIERRA MADRE, CA 91024. Full name of registrant(s) is (are) GRACE LORRAINE PUBLICATIONS, INC. This Business is conducted by: A CORPORATION. Signed: SUSAN HENDERSON, PRESIDENT. This statement was filed with the County Clerk of Los Angeles County on 11/14/2013. Publish: Mountain Views News Dates Pub: November 16, 23, 30, December 07, 2013 [181,676,350,761]
notice-heading: FICTITIOUS BUSINESS NAME STATEMENT [531,410,671,419]
footer-office: Office: 626.355.2737 [495,1935,621,1950]
notice-file-number: File No. 2013-235189 [6,70,69,79]
legal-notice [531,410,700,502]
notice-body: Dates Pub: November 16, 23, 30, December 07, 2013 [706,62,859,70]
notice-column [531,62,700,1922]
notice-heading: FICTITIOUS BUSINESS NAME STATEMENT [706,359,846,368]
notice-heading: FICTITIOUS BUSINESS NAME STATEMENT [881,140,1021,149]
notice-file-number: File No. 2013-235119 [881,236,944,245]
notice-file-number: File No. 2013-234614 [356,530,419,539]
notice-file-number: File No. 2013-236762 [181,269,244,278]
legal-notice [706,177,875,269]
legal-notice [6,1372,175,1507]
legal-notice [356,713,525,797]
notice-body: The following person(s) is (are) doing business as: VAPOR DAILY, 11534 E. WHITTIER BLVD. STE 1088, WHITTIER, CA 90601. Full name of registrant(s) is (are) JERIK ELAZAR. This Business is conducted by: AN INDIVIDUAL. Signed: SYLVESTRE JARAMILLO. Publish: Mountain Views News Dates Pub: November 16, 23, 30, December 07, 2013 [881,575,1050,635]
notice-file-number: File No. 2013-235184 [881,803,944,812]
notice-file-number: File No. 2013-236411 [531,862,594,871]
notice-file-number: File No. 2013-236426 [356,991,419,1000]
notice-file-number: File No. 2013-235092 [6,266,69,275]
legal-notice [6,62,175,255]
legal-notice [356,124,525,225]
notice-body: The following person(s) is (are) doing business as: CHOICE HEALTH INSURANCE, 8901 IBEX AVE, ARTESIA, CA 90701. Full name of registrant(s) is (are) SHAKIH AZEEM SHAHARABUD. [6,1613,175,1647]
notice-heading: FICTITIOUS BUSINESS NAME STATEMENT [881,314,1021,323]
notice-column [6,62,175,1922]
notice-body: The following person(s) is (are) doing business as: GRABATTE, 7206 BENARES ST, DOWNEY, CA 90241. Full name of registrant(s) is (are) FRANK NESTOR VIGIL JR. 7206 BENARES ST, DOWNEY, CA 90241. This Business is conducted by: AN INDIVIDUAL. Signed: FRANK NESTOR VIGIL JR. This statement was filed with the County Clerk of Los Angeles County on 11/14/2013. Publish: Mountain Views News Dates Pub: November 16, 23, 30, December 07, 2013 [356,634,525,711]
notice-file-number: File No. 2013-235867 [881,882,944,891]
notice-body: The following person(s) is (are) doing business as: THE BUS STOP & BAR, 6950 WHITTIER BLVD, L.A., CA 90022. Full name of registrant(s) is (are) MANUEL VALENTIN AYON. This Business is conducted by: AN INDIVIDUAL. Signed: MANUEL VALENTIN AYON. Publish: Mountain Views News Dates Pub: November 16, 23, 30, December 07, 2013 [881,418,1050,478]
